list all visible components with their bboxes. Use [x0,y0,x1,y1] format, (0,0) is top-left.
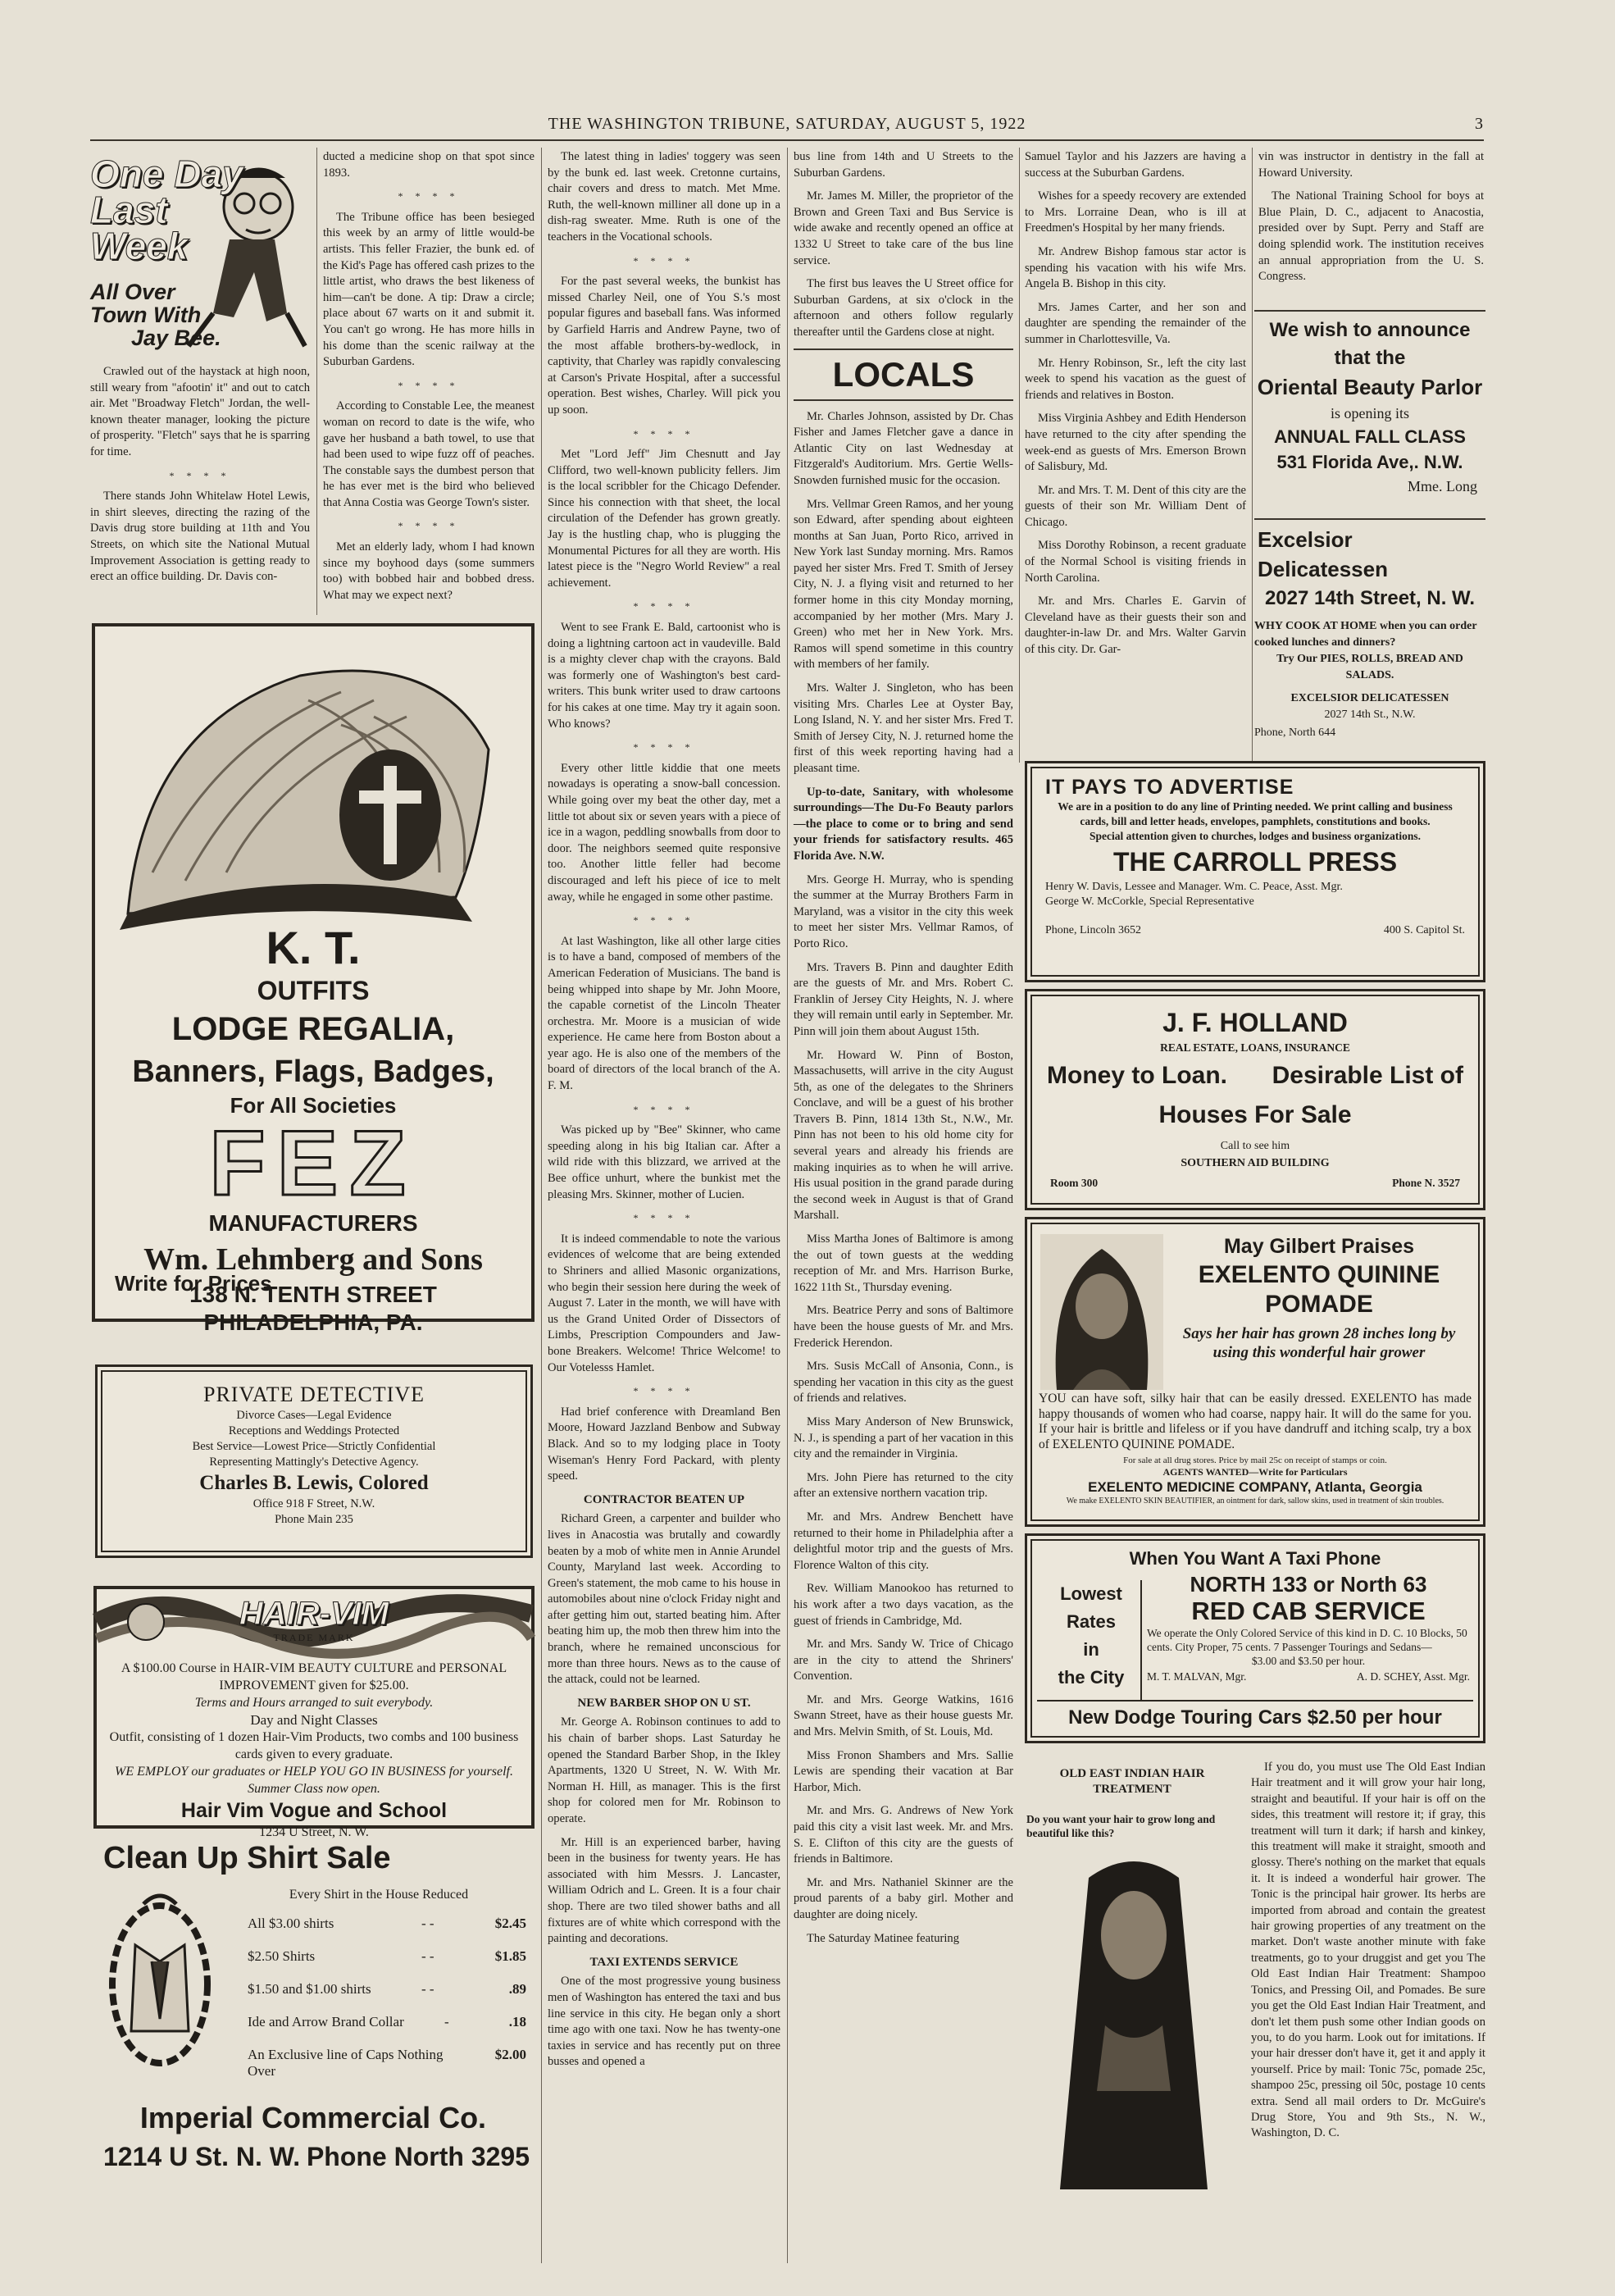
oriental-address: 531 Florida Ave,. N.W. [1276,452,1463,472]
detective-phone: Phone Main 235 [275,1513,353,1526]
kt-title: K. T. [266,922,361,973]
article-paragraph: Went to see Frank E. Bald, cartoonist who is doing a lightning cartoon act in vaudeville. Bald is a mighty clever chap with the crayons. Bald was formerly one of Washington's best card-writers. This bunk writer used to draw cartoons for his cakes at one time. May try it again soon. Who knows? [548,621,780,731]
carroll-rep: George W. McCorkle, Special Representative [1045,895,1254,908]
taxi-in: in [1083,1639,1099,1660]
column-3 [548,149,780,2265]
masthead [90,115,1484,139]
holland-phone: Phone N. 3527 [1392,1177,1460,1189]
detective-line: Receptions and Weddings Protected [228,1424,400,1437]
taxi-lowest: Lowest [1060,1583,1122,1604]
locals-item: Miss Fronon Shambers and Mrs. Sallie Lewis are spending their vacation at Bar Harbor, Mich. [794,1748,1013,1794]
article-paragraph: ducted a medicine shop on that spot since 1893. [323,150,535,180]
ad-exelento [1025,1217,1485,1527]
logo-line-2: Last [90,189,168,231]
carroll-name: THE CARROLL PRESS [1112,847,1398,877]
hair-vim-classes: Day and Night Classes [250,1712,378,1728]
shirt-sale-subtitle: Every Shirt in the House Reduced [289,1888,469,1902]
east-indian-title: OLD EAST INDIAN HAIR TREATMENT [1059,1767,1205,1796]
shirt-address: 1214 U St. N. W. [103,2142,301,2171]
logo-line-3: Week [90,225,189,267]
article-paragraph: Met an elderly lady, whom I had known since my boyhood days (some summers too) with bobbed hair and bobbed dress. What may we expect next? [323,540,535,602]
locals-item-ad: Up-to-date, Sanitary, with wholesome surroundings—The Du-Fo Beauty parlors—the place to come or to bring and send your friends for satisfactory results. 465 Florida Ave. N.W. [794,785,1013,863]
shirt-sale-title: Clean Up Shirt Sale [103,1841,391,1875]
shirt-price-row [248,1916,526,1948]
article-paragraph: There stands John Whitelaw Hotel Lewis, in shirt sleeves, directing the razing of the Davis drug store building at 11th and You Streets, on which site the National Mutual Improvement Association is getting ready to erect an office building. Dr. Davis con- [90,490,310,584]
taxi-city: the City [1058,1667,1125,1688]
shirt-firm: Imperial Commercial Co. [139,2101,487,2134]
kt-fez: FEZ [209,1112,417,1214]
holland-building: SOUTHERN AID BUILDING [1181,1157,1330,1169]
excelsior-address-small: 2027 14th St., N.W. [1324,708,1416,721]
carroll-managers: Henry W. Davis, Lessee and Manager. Wm. C. Peace, Asst. Mgr. [1045,881,1343,893]
carroll-address: 400 S. Capitol St. [1383,924,1465,936]
kt-for-all-societies: For All Societies [230,1093,397,1118]
exelento-pomade: POMADE [1265,1291,1373,1318]
taxi-want: When You Want A Taxi Phone [1129,1548,1381,1569]
locals-item: Mrs. Vellmar Green Ramos, and her young son Edward, after spending about eighteen months at San Juan, Porto Rico, arrived in New York last Sunday morning. Mrs. Ramos payed her sister Mrs. Fred T. Smith of Jersey City, N. J. a flying visit and returned to her former home in this city Monday morning, accompanied by her mother (Mrs. Mary J. Green) who met her in New York. Mrs. Ramos will spend sometime in this country with members of her family. [794,497,1013,672]
article-paragraph: vin was instructor in dentistry in the fall at Howard University. [1258,150,1484,180]
exelento-skin: We make EXELENTO SKIN BEAUTIFIER, an ointment for dark, sallow skins, used in treatment of skin troubles. [1066,1496,1444,1506]
holland-room: Room 300 [1050,1177,1099,1189]
shirt-price: $2.00 [494,2047,526,2062]
ad-excelsior [1254,525,1485,754]
column-2 [323,149,535,625]
ad-shirt-sale [92,1840,535,2184]
taxi-dodge: New Dodge Touring Cars $2.50 per hour [1037,1700,1473,1729]
kt-address: 138 N. TENTH STREET [189,1282,437,1307]
taxi-phones: NORTH 133 or North 63 [1190,1572,1427,1597]
article-paragraph: Samuel Taylor and his Jazzers are having a success at the Suburban Gardens. [1025,150,1246,180]
taxi-asst-manager: A. D. SCHEY, Asst. Mgr. [1356,1670,1470,1683]
kt-lodge-regalia: LODGE REGALIA, [171,1011,455,1047]
detective-line: Best Service—Lowest Price—Strictly Confidential [192,1440,436,1453]
column-4 [794,149,1013,2265]
separator-stars: * * * * [398,379,460,391]
column-rule [1019,148,1020,763]
shirt-item: All $3.00 shirts [248,1916,334,1931]
exelento-praises: May Gilbert Praises [1223,1235,1415,1258]
article-paragraph: Wishes for a speedy recovery are extended to Mrs. Lorraine Dean, who is ill at Freedmen's Hospital by her many friends. [1025,189,1246,235]
locals-item: Mrs. John Piere has returned to the city after an extensive northern vacation trip. [794,1470,1013,1501]
locals-item: Mrs. Walter J. Singleton, who has been visiting Mrs. Charles Lee at Oyster Bay, Long Island, N. Y. and her sister Mrs. Fred T. Smith of Jersey City, N. J. returned home the first of this week reporting having had a pleasant time. [794,681,1013,775]
hair-vim-school: Hair Vim Vogue and School [180,1799,448,1822]
locals-item: Mrs. Beatrice Perry and sons of Baltimore have been the house guests of Mr. and Mrs. Frederick Herendon. [794,1304,1013,1350]
exelento-company: EXELENTO MEDICINE COMPANY, Atlanta, Georgia [1088,1479,1422,1495]
taxi-details: We operate the Only Colored Service of this kind in D. C. 10 Blocks, 50 cents. City Proper, 75 cents. 7 Passenger Tourings and Sedans— [1147,1627,1467,1653]
locals-item: Mr. Charles Johnson, assisted by Dr. Chas Fisher and James Fletcher gave a dance in Atlantic City on last Wednesday at Fitzgerald's Auditorium. Mrs. Gertie Wells-Snowden furnished music for the occasion. [794,409,1013,487]
separator-stars: * * * * [633,741,695,754]
detective-line: Divorce Cases—Legal Evidence [236,1409,392,1422]
kt-write-for-prices: Write for Prices [115,1271,272,1296]
column-rule [1252,148,1253,763]
logo-line-1: One Day [90,153,243,195]
taxi-service-name: RED CAB SERVICE [1191,1597,1426,1625]
excelsior-address: 2027 14th Street, N. W. [1264,587,1476,609]
shirt-phone: Phone North 3295 [306,2142,530,2171]
shirt-price: $2.45 [494,1916,526,1931]
separator-stars: * * * * [169,469,231,481]
east-indian-question: Do you want your hair to grow long and beautiful like this? [1026,1813,1216,1839]
separator-stars: * * * * [633,914,695,927]
article-paragraph: Was picked up by "Bee" Skinner, who came speeding along in his big Italian car. After a wild ride with this blizzard, we arrived at the Bee office unhurt, where the bunkist met the pleasing Mrs. Skinner, mother of Lucien. [548,1123,780,1201]
article-paragraph: Mr. Andrew Bishop famous star actor is spending his vacation with his wife Mrs. Angela B. Bishop in this city. [1025,244,1246,291]
locals-heading: LOCALS [794,348,1013,401]
locals-item: Miss Mary Anderson of New Brunswick, N. J., is spending a part of her vacation in this city and the remainder in Virginia. [794,1414,1013,1461]
oriental-name: Oriental Beauty Parlor [1257,375,1483,399]
shirt-price: .89 [508,1981,526,1997]
ad-holland [1025,989,1485,1210]
locals-item: Miss Martha Jones of Baltimore is among the out of town guests at the wedding reception of Mr. and Mrs. Harrison Burke, 1622 11th St., Thursday evening. [794,1232,1013,1294]
shirt-dash: - [444,2014,449,2029]
separator-stars: * * * * [633,1212,695,1224]
shirt-wreath-icon [98,1888,221,2076]
taxi-rates: Rates [1067,1611,1116,1632]
kt-outfits: OUTFITS [257,976,370,1005]
shirt-item: $1.50 and $1.00 shirts [248,1981,371,1997]
headline-taxi: TAXI EXTENDS SERVICE [589,1955,739,1969]
excelsior-name: EXCELSIOR DELICATESSEN [1290,692,1449,704]
locals-item: Mr. and Mrs. George Watkins, 1616 Swann Street, have as their house guests Mr. and Mrs. Melvin Smith, of St. Louis, Md. [794,1692,1013,1739]
column-6 [1258,149,1484,313]
holland-services: REAL ESTATE, LOANS, INSURANCE [1160,1041,1350,1054]
shirt-dash: - - [421,1916,434,1931]
shirt-item: Ide and Arrow Brand Collar [248,2014,404,2029]
excelsior-title: Excelsior Delicatessen [1258,527,1388,581]
shirt-dash: - - [421,1948,434,1964]
article-paragraph: Miss Virginia Ashbey and Edith Henderson have returned to the city after spending the week-end as guests of Mrs. Emerson Brown of Salisbury, Md. [1025,412,1246,474]
article-paragraph: Mr. Henry Robinson, Sr., left the city last week to spend his vacation as the guest of friends and relatives in Boston. [1025,356,1246,402]
separator-stars: * * * * [633,1103,695,1115]
shirt-item: $2.50 Shirts [248,1948,316,1964]
article-paragraph: Richard Green, a carpenter and builder who lives in Anacostia was brutally and cowardly beaten by a mob of white men in Annie Arundel County, Maryland last week. According to Green's statement, the mob came to his house in automobiles about nine o'clock Friday night and after getting him out, started beating him. After beating him up, the mob then threw him into the branch, where he remained unconscious for more than three hours. News as to the cause of the attack, could not be learned. [548,1512,780,1687]
oriental-proprietor: Mme. Long [1408,478,1477,494]
holland-houses: Houses For Sale [1158,1101,1352,1128]
holland-list: Desirable List of [1272,1062,1463,1089]
exelento-price: For sale at all drug stores. Price by mail 25c on receipt of stamps or coin. [1123,1456,1387,1465]
shirt-price: .18 [508,2014,526,2029]
column-rule [316,148,317,615]
excelsior-try: Try Our PIES, ROLLS, BREAD AND SALADS. [1276,653,1463,681]
article-paragraph: Mr. and Mrs. Charles E. Garvin of Cleveland have as their guests their son and daughter-in-law Dr. and Mrs. Walter Garvin of this city. Dr. Gar- [1025,594,1246,657]
logo-line-4: All Over [90,280,175,304]
article-paragraph: bus line from 14th and U Streets to the Suburban Gardens. [794,150,1013,180]
article-paragraph: Mr. George A. Robinson continues to add to his chain of barber shops. Last Saturday he opened the Standard Barber Shop, in the Ikley Apartments, 1320 U Street, N. W. With Mr. Norman H. Hill, as manager. This is the first shop for colored men for Mr. Robinson to operate. [548,1715,780,1825]
ad-hair-vim [93,1586,535,1839]
article-paragraph: At last Washington, like all other large cities is to have a band, composed of members of the American Federation of Musicians. The band is being whipped into shape by Mr. John Moore, the capable cornetist of the Lincoln Theater orchestra. Mr. Moore is a musician of wide experience. He came here from Boston about a year ago. He is also one of the members of the board of directors of the local branch of the A. F. M. [548,934,780,1093]
locals-item: Mr. and Mrs. Nathaniel Skinner are the proud parents of a baby girl. Mother and daughter are doing nicely. [794,1875,1013,1921]
hair-vim-title: HAIR-VIM [239,1596,389,1632]
article-paragraph: Mr. and Mrs. T. M. Dent of this city are the guests of their son Mr. William Dent of Chicago. [1025,483,1246,529]
oriental-announce: We wish to announce [1269,319,1471,341]
ad-carroll-press [1025,761,1485,982]
article-paragraph: Mr. James M. Miller, the proprietor of the Brown and Green Taxi and Bus Service is wide awake and recently opened an office at 1332 U Street to take care of the bus line service. [794,189,1013,267]
kt-firm: Wm. Lehmberg and Sons [143,1242,483,1277]
headline-barber-shop: NEW BARBER SHOP ON U ST. [577,1696,751,1710]
hair-vim-outfit: Outfit, consisting of 1 dozen Hair-Vim Products, two combs and 100 business cards given to every graduate. [109,1730,519,1761]
ad-east-indian [1025,1755,1485,2189]
east-indian-body: If you do, you must use The Old East Indian Hair treatment and it will grow your hair long, straight and beautiful. If your hair is off on the sides, this treatment will restore it; if gray, this treatment will turn it dark; if harsh and kinkey, this treatment will make it straight, smooth and glossy. There's nothing on the market that equals it. It is indeed a wonderful hair grower. The Tonic is the principal hair grower. Its herbs are imported from abroad and contain the greatest hair growing properties of any treatment on the market. Don't waste another minute with fake treatments, go to your druggist and get you The Old East Indian Hair Treatment: Shampoo Tonics, and Pressing Oil, and Pomades. Be sure you get the Old East Indian Hair Treatment, and don't let them push some other Indian goods on you, to do you harm. Look out for imitations. If your hair dresser don't have it, get it and apply it yourself. Price by mail: Tonic 75c, pomade 25c, shampoo 25c, pressing oil 50c, postage 10 cents extra. Send all mail orders to Dr. McGuire's Drug Store, You and 9th Sts., N. W., Washington, D. C. [1251,1761,1485,2140]
article-paragraph: Met "Lord Jeff" Jim Chesnutt and Jay Clifford, two well-known publicity fellers. Jim is the local scribbler for the Chicago Defender. Since his connection with that sheet, the local circulation of the Defender has grown greatly. Jay is the hustling chap, who is plugging the Monumental Pictures for all they are worth. His latest piece is the "Negro World Review" a real achievement. [548,448,780,590]
oriental-class: ANNUAL FALL CLASS [1274,426,1466,447]
oriental-opening: is opening its [1330,405,1409,421]
taxi-hourly: $3.00 and $3.50 per hour. [1251,1655,1366,1667]
exelento-body: YOU can have soft, silky hair that can be easily dressed. EXELENTO has made happy thousands of women who had coarse, nappy hair. It will do the same for you. If your hair is brittle and lifeless or if you have dandruff and itching scalp, try a box of EXELENTO QUININE POMADE. [1039,1392,1472,1451]
kt-city: PHILADELPHIA, PA. [203,1310,423,1335]
article-paragraph: One of the most progressive young business men of Washington has entered the taxi and bus line service in this city. He began only a short time ago with one taxi. Now he has twenty-one taxies in service and has recently put on three busses and opened a [548,1975,780,2069]
shirt-price: $1.85 [494,1948,526,1964]
ad-private-detective [95,1364,533,1558]
column-1 [90,149,310,633]
separator-stars: * * * * [398,520,460,532]
detective-line: Representing Mattingly's Detective Agency. [209,1456,419,1469]
page-number: 3 [1475,115,1484,133]
column-rule [541,148,542,2263]
article-paragraph: Crawled out of the haystack at high noon, still weary from "afootin' it" and out to catch air. Met "Broadway Fletch" Jordan, the well-known theater manager, looking the picture of prosperity. "Fletch" says that he is sparring for time. [90,365,310,458]
oriental-that-the: that the [1334,347,1406,369]
masthead-rule [90,139,1484,141]
locals-item: Mr. and Mrs. G. Andrews of New York paid this city a visit last week. Mr. and Mrs. S. E. Clifton of this city are the guests of friends in Baltimore. [794,1804,1013,1866]
woman-portrait-icon [1040,1234,1163,1390]
plumed-helmet-icon [95,626,531,930]
locals-item: The Saturday Matinee featuring [807,1931,959,1945]
locals-item: Mr. and Mrs. Andrew Benchett have returned to their home in Philadelphia after a delightful motor trip and the guests of Mrs. Florence Walton of this city. [794,1510,1013,1572]
separator-stars: * * * * [633,427,695,440]
kt-banners: Banners, Flags, Badges, [132,1055,494,1089]
ad-oriental-beauty [1254,310,1485,520]
article-paragraph: Miss Dorothy Robinson, a recent graduate of the Normal School is visiting friends in North Carolina. [1025,539,1246,585]
carroll-phone: Phone, Lincoln 3652 [1045,924,1142,936]
carroll-special: Special attention given to churches, lodges and business organizations. [1089,830,1422,842]
separator-stars: * * * * [398,190,460,203]
article-paragraph: Mr. Hill is an experienced barber, having been in the business for twenty years. He has associated with him Messrs. J. Lancaster, William Odrich and L. Green. It is a four chair shop. There are two tiled shower baths and all fixtures are of white which correspond with the painting and decorations. [548,1835,780,1946]
excelsior-why-cook: WHY COOK AT HOME when you can order cooked lunches and dinners? [1254,620,1477,649]
holland-name: J. F. HOLLAND [1162,1008,1348,1037]
article-paragraph: It is indeed commendable to note the various evidences of welcome that are being extended to Shriners and allied Masonic organizations, who begin their session here during the week of August 7. Later in the month, we will have with us the Grand United Order of Dissectors of Limbs, Prescription Compounders and Jaw-bone Breakers. Welcome! Thrice Welcome! to Our Votelesss Hamlet. [548,1232,780,1374]
article-paragraph: The National Training School for boys at Blue Plain, D. C., adjacent to Anacostia, presided over by Supt. Perry and Staff are doing splendid work. The institution receives an annual appropriation from the U. S. Congress. [1258,189,1484,284]
shirt-price-row [248,2047,526,2080]
article-paragraph: Mrs. James Carter, and her son and daughter are spending the remainder of the summer in Charlottesville, Va. [1025,300,1246,346]
locals-item: Mrs. George H. Murray, who is spending the summer at the Murray Brothers Farm in Maryland, was a visitor in the city this week to meet her sister Mrs. Vellmar Ramos, of Porto Rico. [794,872,1013,950]
hair-vim-trademark: TRADE MARK [273,1632,355,1643]
holland-call: Call to see him [1220,1140,1290,1152]
hair-vim-terms: Terms and Hours arranged to suit everybody. [194,1696,434,1710]
kt-manufacturers: MANUFACTURERS [208,1210,418,1236]
column-rule [787,148,788,2263]
locals-item: Mr. and Mrs. Sandy W. Trice of Chicago are in the city to attend the Shriners' Convention. [794,1638,1013,1683]
exelento-agents: AGENTS WANTED—Write for Particulars [1162,1466,1348,1478]
long-hair-woman-icon [1031,1845,1236,2189]
hair-vim-address: 1234 U Street, N. W. [259,1825,369,1839]
excelsior-phone: Phone, North 644 [1254,727,1336,739]
locals-item: Rev. William Manookoo has returned to his work after a two days vacation, as the guest of friends in Cambridge, Md. [794,1582,1013,1628]
carroll-headline: IT PAYS TO ADVERTISE [1045,776,1294,799]
shirt-item: An Exclusive line of Caps Nothing Over [248,2047,444,2079]
ad-kt-outfits [92,623,535,1335]
separator-stars: * * * * [633,254,695,266]
shirt-price-row [248,1981,526,2014]
column-5 [1025,149,1246,760]
masthead-title: THE WASHINGTON TRIBUNE, SATURDAY, AUGUST 5, 1922 [548,115,1026,133]
exelento-product: EXELENTO QUININE [1198,1261,1440,1288]
article-paragraph: Every other little kiddie that one meets nowadays is operating a snow-ball concession. While going over my beat the other day, met a little tot about six or seven years with a piece of ice in a wagon, peddling snowballs from door to door. The neighbors seemed quite responsive too. Another little feller had become discouraged and left his piece of ice to melt away, while he engaged in some other pastime. [548,761,780,904]
article-paragraph: The first bus leaves the U Street office for Suburban Gardens, at six o'clock in the afternoon and others follow regularly thereafter until the Gardens close at night. [794,277,1013,339]
article-paragraph: Had brief conference with Dreamland Ben Moore, Howard Jazzland Benbow and Subway Black. And so to my lodging place in Tooty Wiseman's Henry Ford Packard, with plenty speed. [548,1405,780,1483]
logo-line-6: Jay Bee. [131,326,221,350]
exelento-claim: Says her hair has grown 28 inches long by using this wonderful hair grower [1182,1325,1456,1361]
article-paragraph: According to Constable Lee, the meanest woman on record to date is the wife, who gave her husband a bath towel, to use that had been used to wipe fuzz off of peaches. The constable says the dumbest person that he has ever met is the bird who believed that Anna Costia was George Town's sister. [323,399,535,509]
carroll-services: We are in a position to do any line of Printing needed. We print calling and business cards, bill and letter heads, envelopes, pamphlets, constitutions and books. [1058,800,1453,827]
separator-stars: * * * * [633,600,695,613]
logo-line-5: Town With [90,303,202,327]
article-paragraph: For the past several weeks, the bunkist has missed Charley Neil, one of You S.'s most popular figures and baseball fans. Was informed by Garfield Harris and Andrew Payne, two of the most affable brothers-by-wedlock, in captivity, that Charley was rapidly convalescing at Carson's Private Hospital, after a successful operation. Best wishes, Charley. Will pick you up soon. [548,275,780,417]
shirt-price-row [248,2014,526,2047]
headline-contractor: CONTRACTOR BEATEN UP [583,1492,745,1506]
locals-item: Mrs. Susis McCall of Ansonia, Conn., is spending her vacation in this city as the guest of friends and relatives. [794,1360,1013,1405]
holland-money: Money to Loan. [1047,1062,1227,1089]
hair-vim-employ: WE EMPLOY our graduates or HELP YOU GO IN BUSINESS for yourself. Summer Class now open. [115,1765,513,1796]
hair-vim-offer: A $100.00 Course in HAIR-VIM BEAUTY CULTURE and PERSONAL IMPROVEMENT given for $25.00. [121,1661,507,1692]
taxi-manager: M. T. MALVAN, Mgr. [1147,1670,1247,1683]
shirt-price-row [248,1948,526,1981]
locals-item: Mrs. Travers B. Pinn and daughter Edith are the guests of Mr. and Mrs. Robert C. Franklin of Jersey City Heights, N. J. where they will remain until early in September. Mr. Pinn will join them about August 15th. [794,960,1013,1038]
detective-name: Charles B. Lewis, Colored [199,1472,429,1494]
separator-stars: * * * * [633,1385,695,1397]
detective-title: PRIVATE DETECTIVE [202,1383,425,1406]
article-paragraph: The Tribune office has been besieged this week by an army of little would-be artists. This feller Frazier, the bunk ed. of the Kid's Page has offered cash prizes to the little artist, who draws the best likeness of him—can't be done. A tip: Draw a circle; place about 67 warts on it and submit it. You can't go wrong. He has more hills in his dome than the scenic railway at the Suburban Gardens. [323,210,535,369]
ad-red-cab [1025,1533,1485,1743]
article-paragraph: The latest thing in ladies' toggery was seen by the bunk ed. last week. Cretonne curtains, chair covers and dress to match. Met Mme. Ruth, the well-known milliner all done up in a dish-rag sweater. Mme. Ruth is one of the teachers in the Vocational schools. [548,150,780,244]
locals-item: Mr. Howard W. Pinn of Boston, Massachusetts, will arrive in the city August 5th, as one of the delegates to the Shriners Conclave, and will be a guest of his brother Travers B. Pinn, 1814 13th St., N.W., Mr. Pinn has not been to his old home city for several years and already his friends are making inquiries as to when he will arrive. His usual position in the grand parade during the second week in August is that of Grand Marshall. [794,1048,1013,1223]
detective-address: Office 918 F Street, N.W. [252,1497,375,1510]
shirt-dash: - - [421,1981,434,1997]
one-day-last-week-logo [90,149,310,364]
